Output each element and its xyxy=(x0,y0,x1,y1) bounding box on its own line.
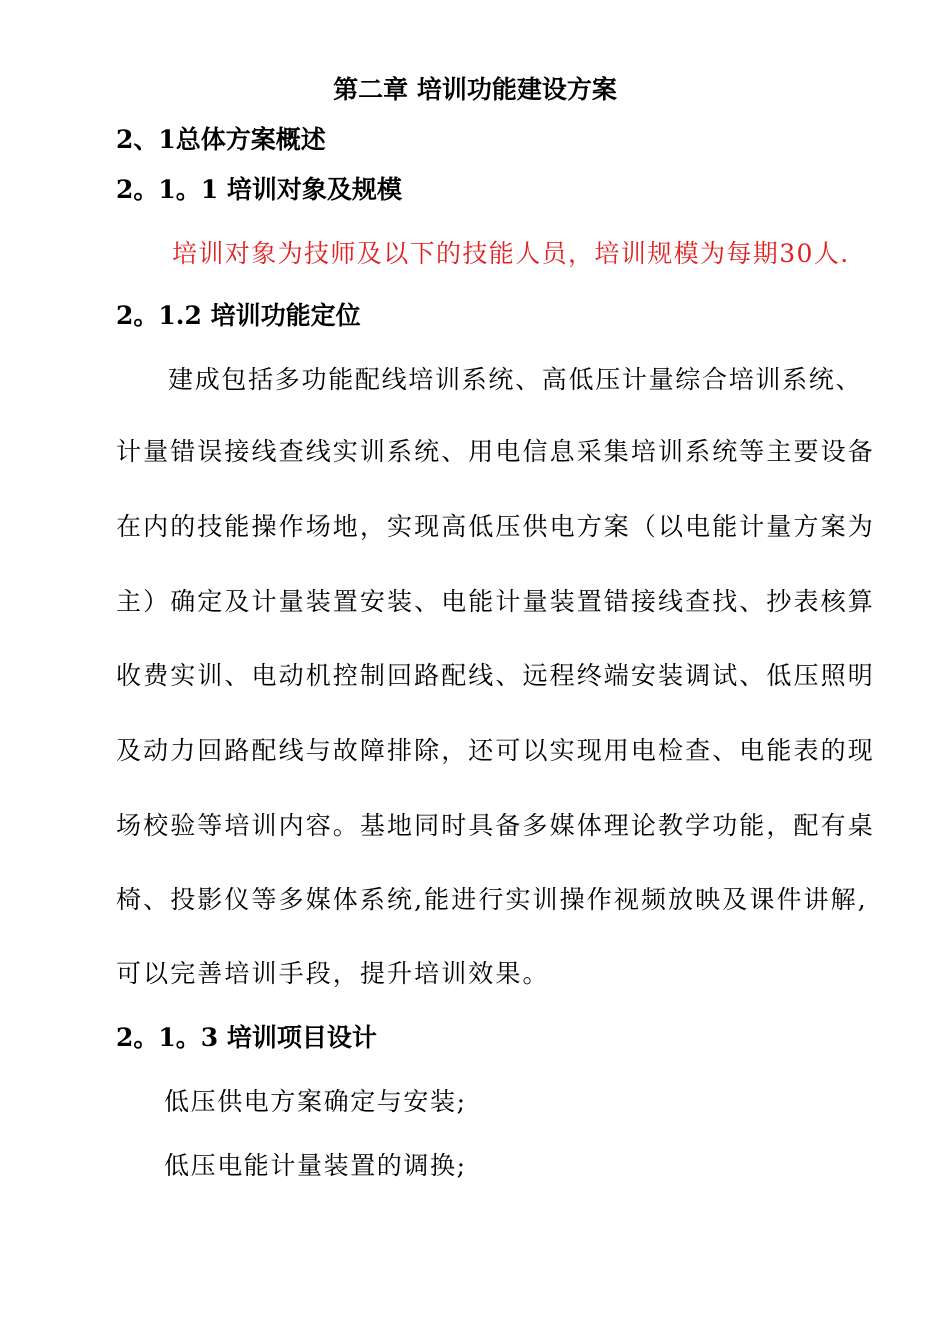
paragraph-line: 可以完善培训手段，提升培训效果。 xyxy=(116,959,550,988)
paragraph-line: 在内的技能操作场地，实现高低压供电方案（以电能计量方案为 xyxy=(116,512,875,541)
section-heading-2-1-1: 2。1。1 培训对象及规模 xyxy=(116,175,402,204)
paragraph-line: 场校验等培训内容。基地同时具备多媒体理论教学功能，配有桌 xyxy=(116,811,875,840)
training-scope-text: 培训对象为技师及以下的技能人员，培训规模为每期30人. xyxy=(172,239,850,268)
training-item: 低压供电方案确定与安装; xyxy=(164,1087,467,1116)
paragraph-line: 椅、投影仪等多媒体系统,能进行实训操作视频放映及课件讲解, xyxy=(116,885,868,914)
chapter-title: 第二章 培训功能建设方案 xyxy=(333,75,617,104)
paragraph-line: 收费实训、电动机控制回路配线、远程终端安装调试、低压照明 xyxy=(116,661,875,690)
section-heading-2-1-3: 2。1。3 培训项目设计 xyxy=(116,1023,377,1052)
paragraph-line: 建成包括多功能配线培训系统、高低压计量综合培训系统、 xyxy=(168,365,863,394)
paragraph-line: 计量错误接线查线实训系统、用电信息采集培训系统等主要设备 xyxy=(116,437,875,466)
training-item: 低压电能计量装置的调换; xyxy=(164,1151,467,1180)
section-heading-2-1-2: 2。1.2 培训功能定位 xyxy=(116,301,361,330)
section-heading-2-1: 2、1总体方案概述 xyxy=(116,125,326,154)
paragraph-line: 及动力回路配线与故障排除，还可以实现用电检查、电能表的现 xyxy=(116,736,875,765)
paragraph-line: 主）确定及计量装置安装、电能计量装置错接线查找、抄表核算 xyxy=(116,587,875,616)
